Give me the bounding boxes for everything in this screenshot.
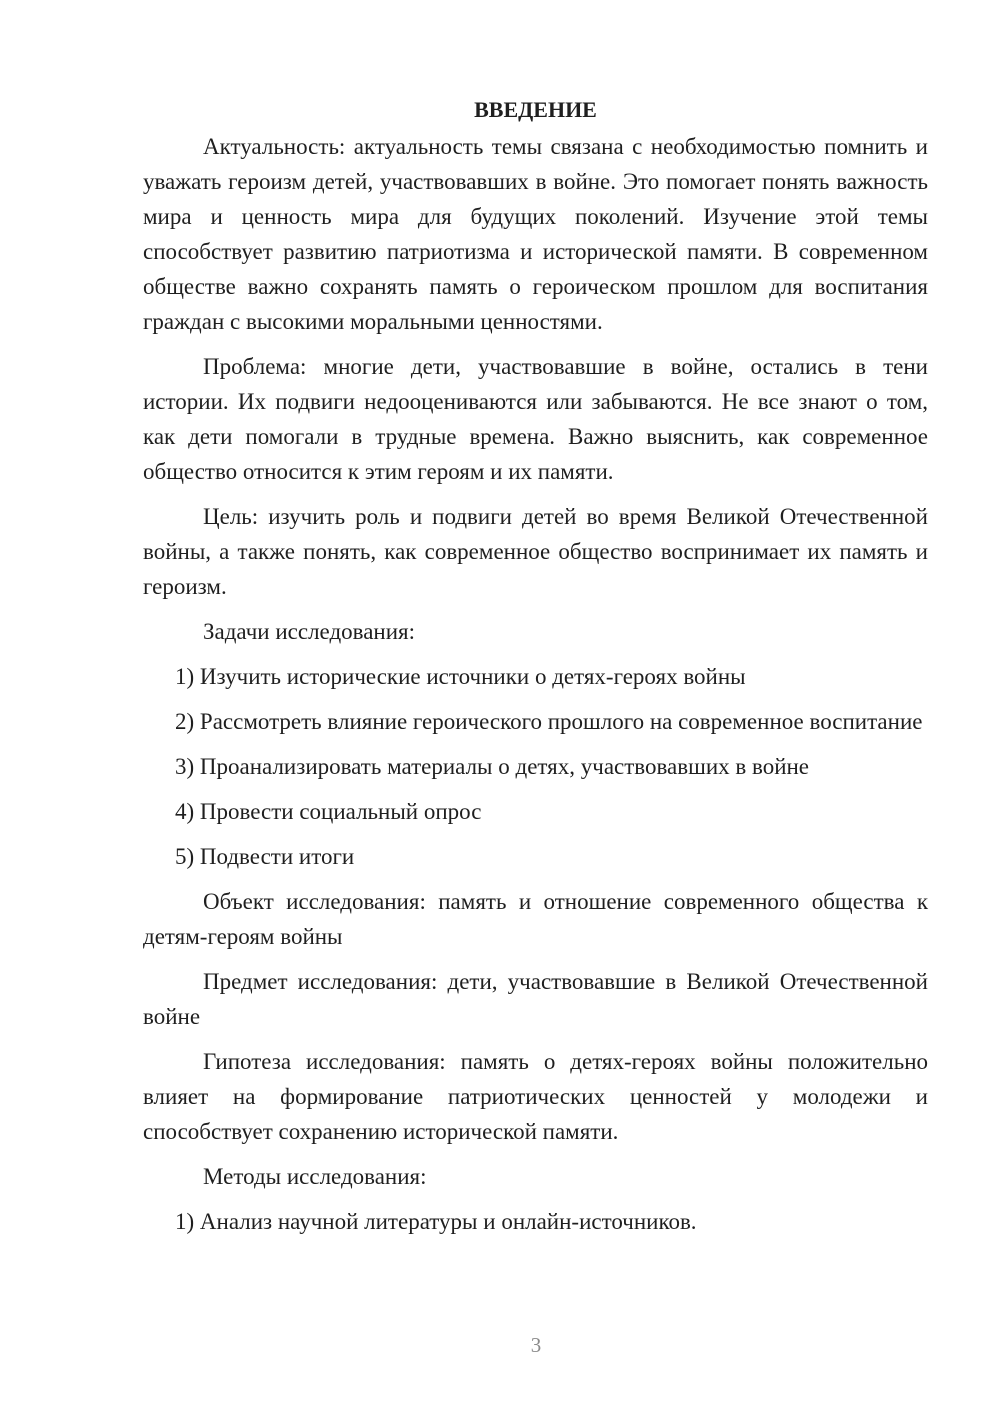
page-content [143,92,928,1249]
goal-paragraph: Цель: изучить роль и подвиги детей во время Великой Отечественной войны, а также понять, как современное общество воспринимает их память и героизм. [143,504,928,599]
relevance-paragraph: Актуальность: актуальность темы связана с необходимостью помнить и уважать героизм детей, участвовавших в войне. Это помогает понять важность мира и ценность мира для будущих поколений. Изучение этой темы способствует развитию патриотизма и исторической памяти. В современном обществе важно сохранять память о героическом прошлом для воспитания граждан с высокими моральными ценностями. [143,134,928,334]
tasks-label: Задачи исследования: [203,619,416,644]
method-item: 1) Анализ научной литературы и онлайн-источников. [175,1209,697,1234]
problem-paragraph: Проблема: многие дети, участвовавшие в войне, остались в тени истории. Их подвиги недооцениваются или забываются. Не все знают о том, как дети помогали в трудные времена. Важно выяснить, как современное общество относится к этим героям и их памяти. [143,354,928,484]
task-item: 5) Подвести итоги [175,844,355,869]
object-paragraph: Объект исследования: память и отношение современного общества к детям-героям войны [143,889,928,949]
task-item: 3) Проанализировать материалы о детях, участвовавших в войне [175,754,810,779]
task-item: 2) Рассмотреть влияние героического прошлого на современное воспитание [175,709,923,734]
hypothesis-paragraph: Гипотеза исследования: память о детях-героях войны положительно влияет на формирование патриотических ценностей у молодежи и способствует сохранению исторической памяти. [143,1049,928,1144]
methods-label: Методы исследования: [203,1164,427,1189]
page-number: 3 [530,1333,542,1357]
task-item: 4) Провести социальный опрос [175,799,482,824]
subject-paragraph: Предмет исследования: дети, участвовавшие в Великой Отечественной войне [143,969,928,1029]
section-title: ВВЕДЕНИЕ [474,97,597,122]
task-item: 1) Изучить исторические источники о детях-героях войны [175,664,746,689]
